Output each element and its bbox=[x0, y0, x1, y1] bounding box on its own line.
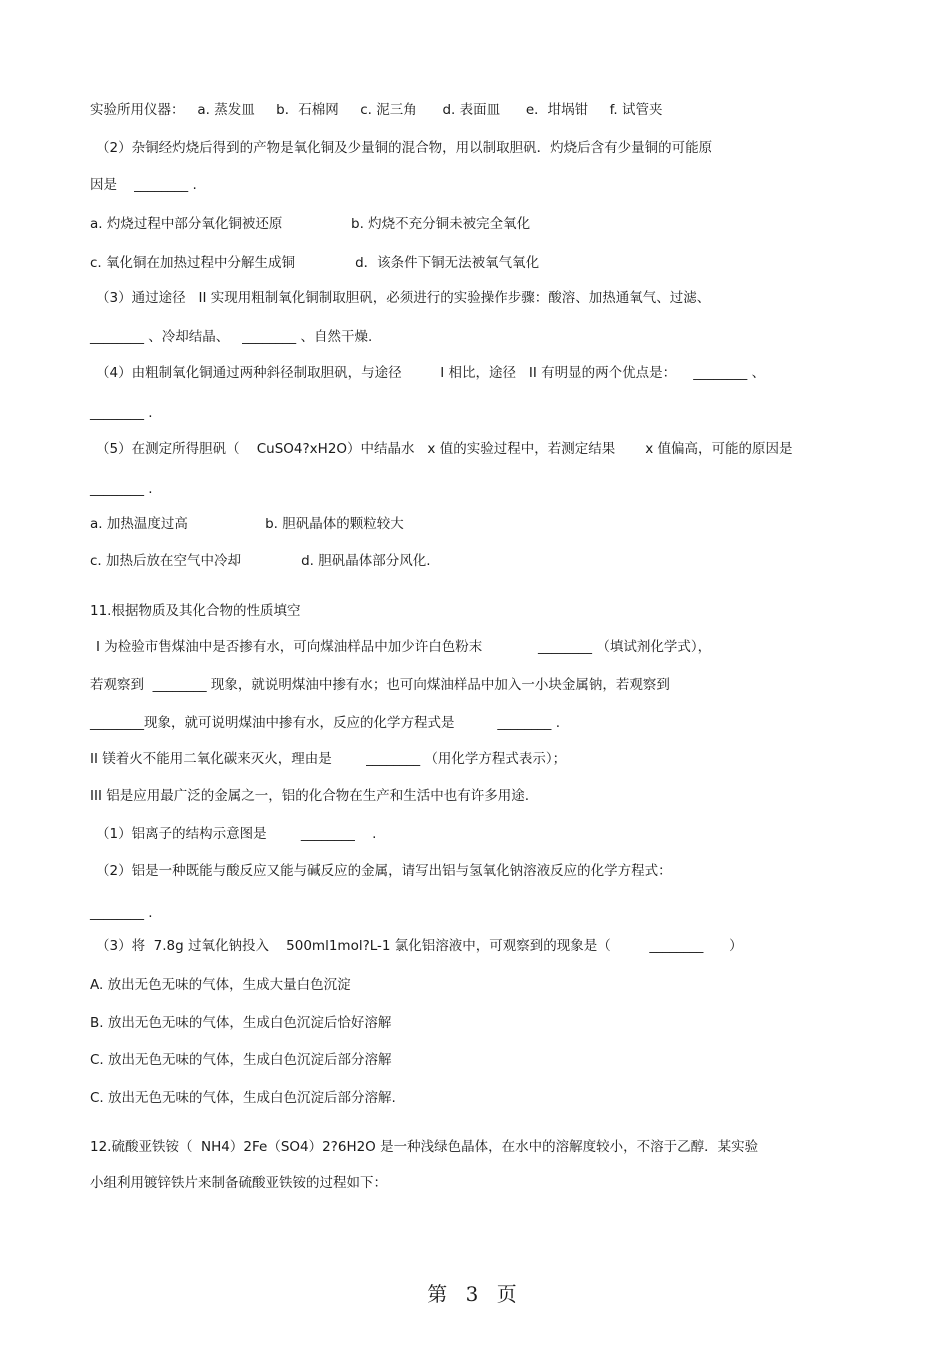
text-line-q2-stem: （2）杂铜经灼烧后得到的产物是氧化铜及少量铜的混合物，用以制取胆矾．灼烧后含有少量铜的可能原 bbox=[96, 140, 713, 156]
text-line-q11-title: 11.根据物质及其化合物的性质填空 bbox=[90, 603, 301, 619]
text-line-q11-part1-cont: 若观察到 ________ 现象，就说明煤油中掺有水；也可向煤油样品中加入一小块金属钠，若观察到 bbox=[90, 677, 670, 693]
text-line-option-c2: C. 放出无色无味的气体，生成白色沉淀后部分溶解. bbox=[90, 1090, 396, 1106]
text-line-q2-options-ab: a. 灼烧过程中部分氧化铜被还原 b. 灼烧不充分铜未被完全氧化 bbox=[90, 216, 531, 232]
text-line-option-a: A. 放出无色无味的气体，生成大量白色沉淀 bbox=[90, 977, 351, 993]
text-line-q11-3-2-blank: ________ . bbox=[90, 905, 153, 921]
text-line-q11-part3: III 铝是应用最广泛的金属之一，铝的化合物在生产和生活中也有许多用途. bbox=[90, 788, 530, 804]
text-line-q11-3-3: （3）将 7.8g 过氧化钠投入 500ml1mol?L-1 氯化铝溶液中，可观察到的现象是（ ________ ） bbox=[96, 938, 743, 954]
text-line-q3-blanks: ________ 、冷却结晶、 ________ 、自然干燥. bbox=[90, 329, 373, 345]
text-line-option-b: B. 放出无色无味的气体，生成白色沉淀后恰好溶解 bbox=[90, 1015, 392, 1031]
text-line-q2-options-cd: c. 氧化铜在加热过程中分解生成铜 d．该条件下铜无法被氧气氧化 bbox=[90, 255, 540, 271]
text-line-q12-cont: 小组利用镀锌铁片来制备硫酸亚铁铵的过程如下： bbox=[90, 1175, 387, 1191]
text-line-q5-options-ab: a. 加热温度过高 b. 胆矾晶体的颗粒较大 bbox=[90, 516, 404, 532]
text-line-q3-stem: （3）通过途径 II 实现用粗制氧化铜制取胆矾，必须进行的实验操作步骤：酸溶、加热通氧气、过滤、 bbox=[96, 290, 711, 306]
text-line-q11-part1-eq: ________现象，就可说明煤油中掺有水，反应的化学方程式是 ________ . bbox=[90, 715, 560, 731]
text-line-q4-blank: ________ . bbox=[90, 405, 153, 421]
text-line-q11-3-1: （1）铝离子的结构示意图是 ________ . bbox=[96, 826, 377, 842]
text-line-q12-stem: 12.硫酸亚铁铵（ NH4）2Fe（SO4）2?6H2O 是一种浅绿色晶体，在水中的溶解度较小，不溶于乙醇．某实验 bbox=[90, 1139, 759, 1155]
text-line-q5-options-cd: c. 加热后放在空气中冷却 d. 胆矾晶体部分风化. bbox=[90, 553, 431, 569]
text-line-q4-stem: （4）由粗制氧化铜通过两种斜径制取胆矾，与途径 I 相比，途径 II 有明显的两个优点是： ________ 、 bbox=[96, 365, 766, 381]
text-line-q11-part2: II 镁着火不能用二氧化碳来灭火，理由是 ________ （用化学方程式表示）； bbox=[90, 751, 567, 767]
text-line-instruments: 实验所用仪器： a. 蒸发皿 b．石棉网 c. 泥三角 d. 表面皿 e．坩埚钳 f. 试管夹 bbox=[90, 102, 663, 118]
text-line-q11-part1: I 为检验市售煤油中是否掺有水，可向煤油样品中加少许白色粉末 ________ （填试剂化学式）， bbox=[96, 639, 712, 655]
page-number: 第 3 页 bbox=[427, 1282, 523, 1306]
text-line-q2-blank: 因是 ________ . bbox=[90, 177, 197, 193]
text-line-q5-blank: ________ . bbox=[90, 481, 153, 497]
text-line-option-c1: C. 放出无色无味的气体，生成白色沉淀后部分溶解 bbox=[90, 1052, 392, 1068]
text-line-q5-stem: （5）在测定所得胆矾（ CuSO4?xH2O）中结晶水 x 值的实验过程中，若测定结果 x 值偏高，可能的原因是 bbox=[96, 441, 793, 457]
text-line-q11-3-2: （2）铝是一种既能与酸反应又能与碱反应的金属，请写出铝与氢氧化钠溶液反应的化学方程式： bbox=[96, 863, 672, 879]
